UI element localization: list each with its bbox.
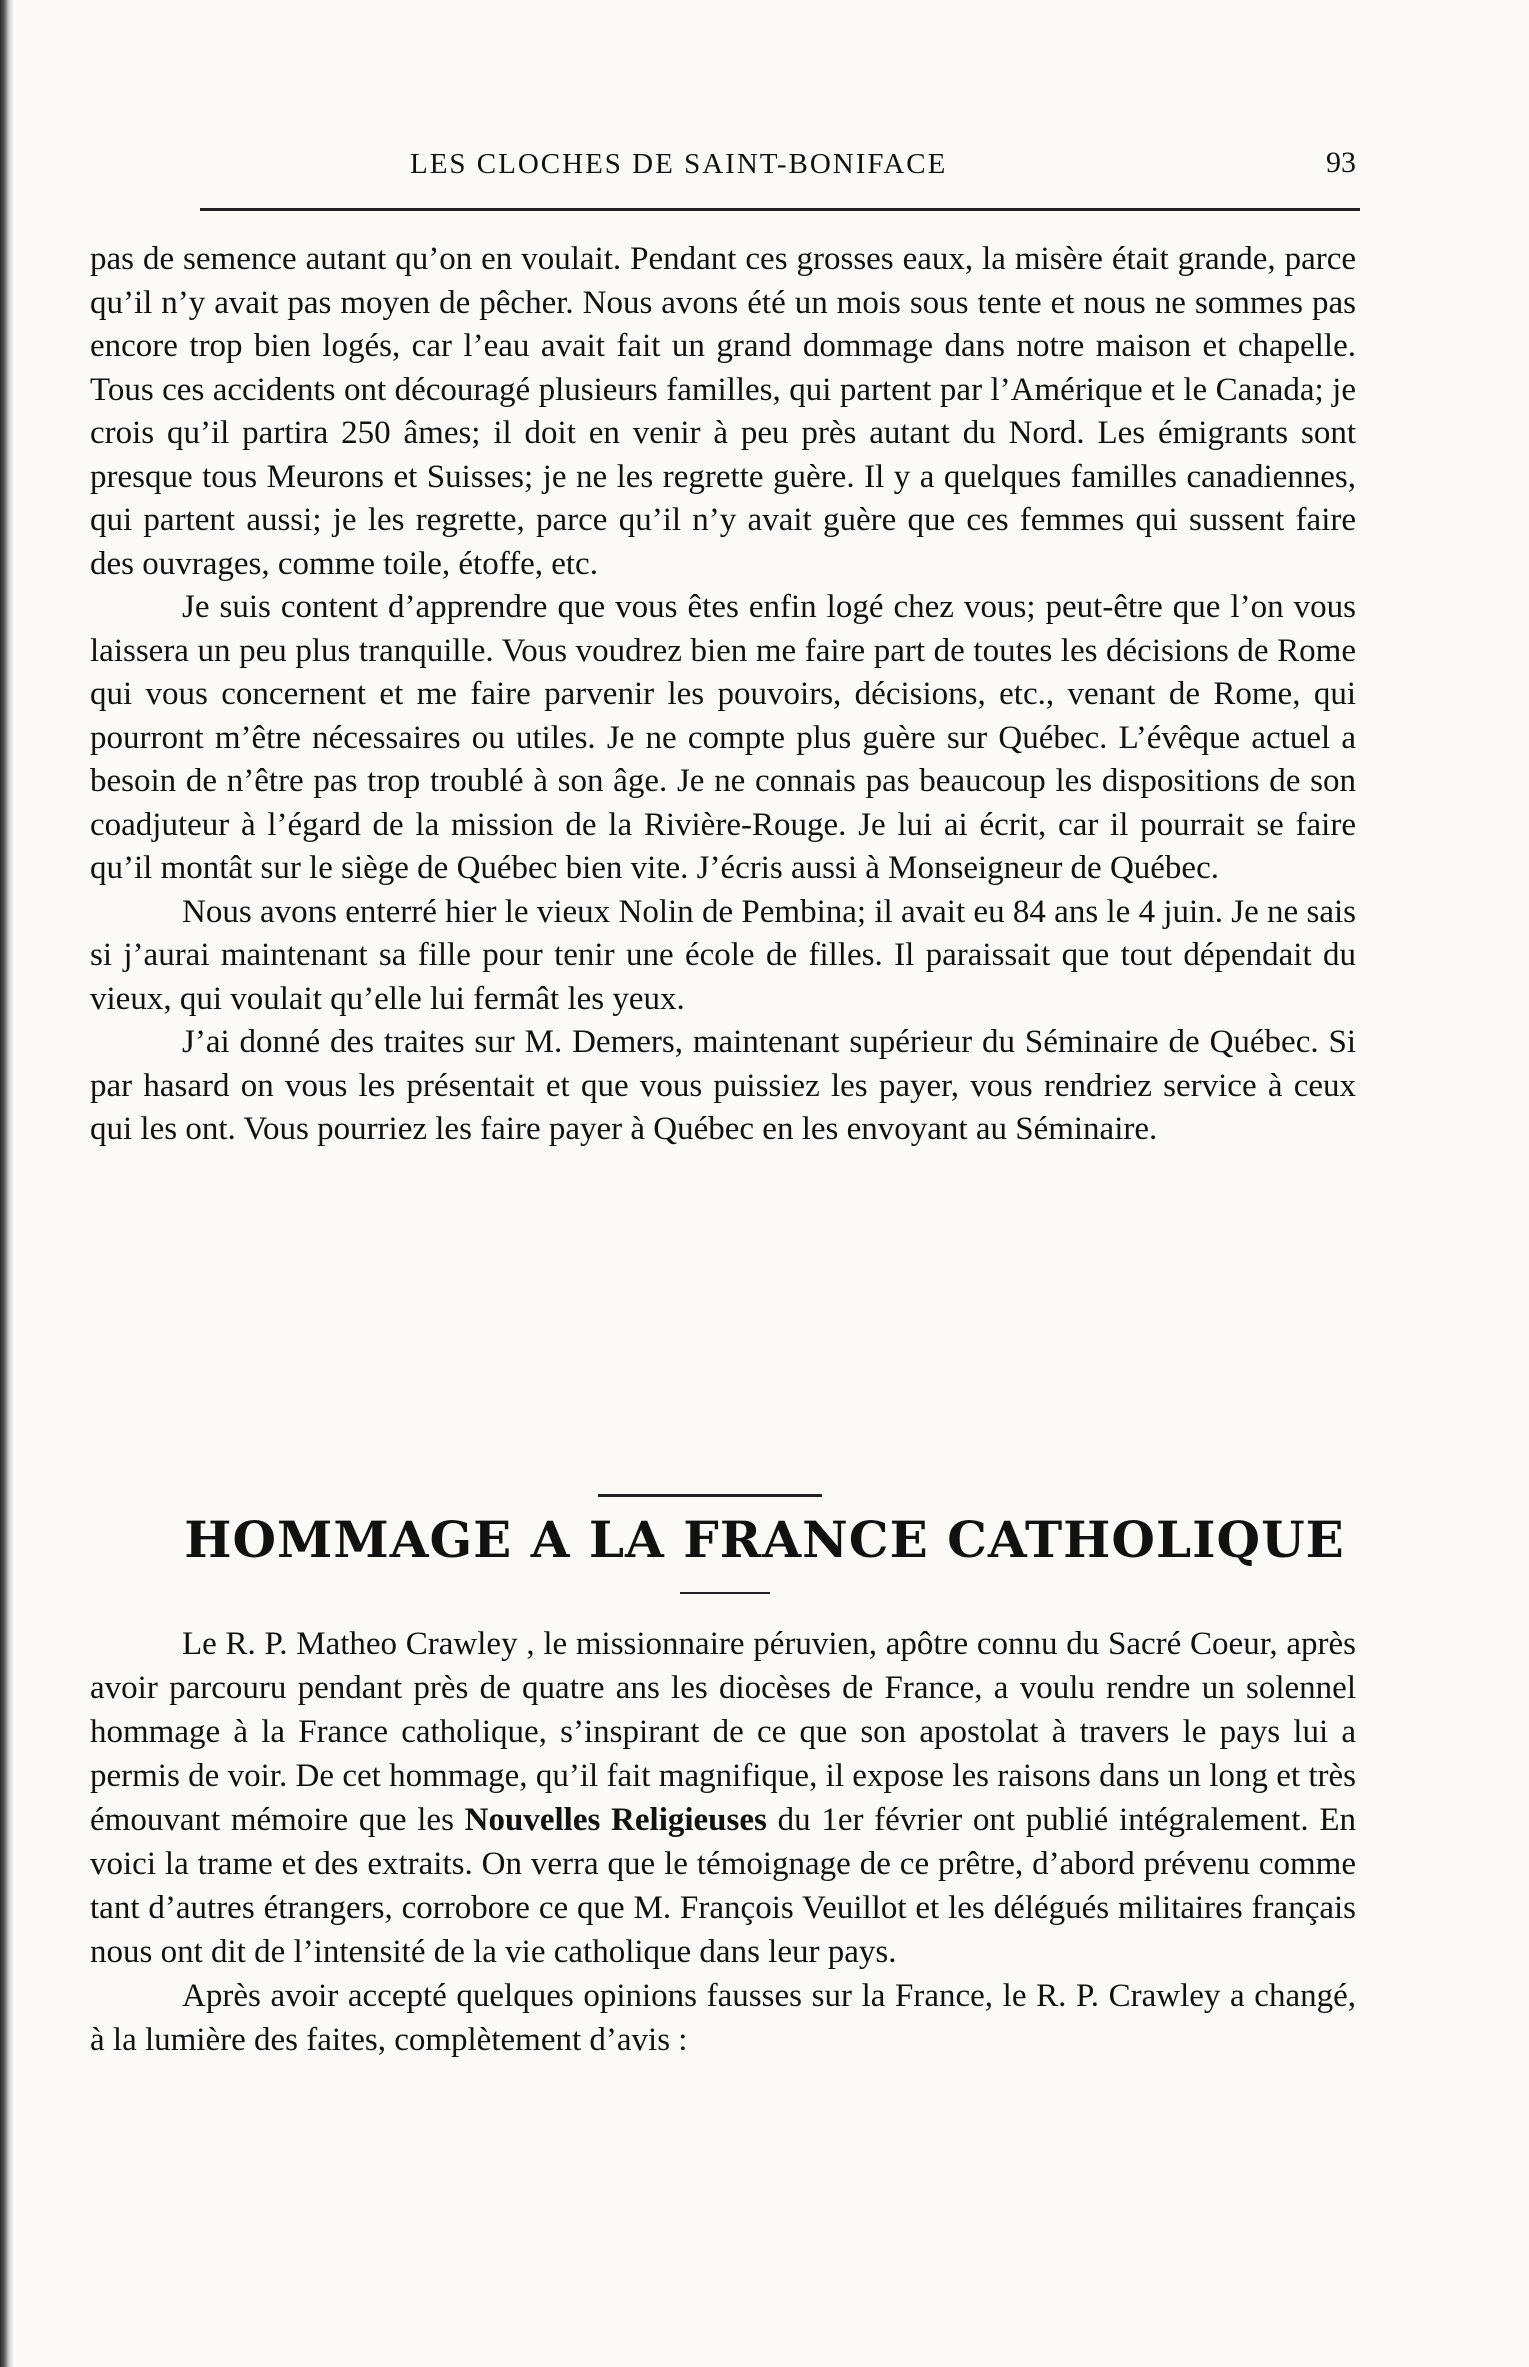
letter-paragraph: Je suis content d’apprendre que vous êtes enfin logé chez vous; peut-être que l’on vous laissera un peu plus tranquille. Vous voudrez bien me faire part de toutes les décisions de Rome qui vous concernent et me faire parvenir les pouvoirs, décisions, etc., venant de Rome, qui pourront m’être nécessaires ou utiles. Je ne compte plus guère sur Québec. L’évêque actuel a besoin de n’être pas trop troublé à son âge. Je ne connais pas beaucoup les dispositions de son coadjuteur à l’égard de la mission de la Rivière-Rouge. Je lui ai écrit, car il pourrait se faire qu’il montât sur le siège de Québec bien vite. J’écris aussi à Monseigneur de Québec.: [90, 589, 1356, 886]
article-paragraph: [90, 1622, 1356, 1974]
publication-name: Nouvelles Religieuses: [464, 1802, 767, 1838]
article-text: [90, 1622, 1356, 2062]
letter-paragraph: pas de semence autant qu’on en voulait. Pendant ces grosses eaux, la misère était grande, parce qu’il n’y avait pas moyen de pêcher. Nous avons été un mois sous tente et nous ne sommes pas encore trop bien logés, car l’eau avait fait un grand dommage dans notre maison et chapelle. Tous ces accidents ont découragé plusieurs familles, qui partent par l’Amérique et le Canada; je crois qu’il partira 250 âmes; il doit en venir à peu près autant du Nord. Les émigrants sont presque tous Meurons et Suisses; je ne les regrette guère. Il y a quelques familles canadiennes, qui partent aussi; je les regrette, parce qu’il n’y avait guère que ces femmes qui sussent faire des ouvrages, comme toile, étoffe, etc.: [90, 241, 1356, 582]
article-text-run: Le R. P. Matheo Crawley , le missionnaire péruvien, apôtre connu du Sacré Coeur, après avoir parcouru pendant près de quatre ans les diocèses de France, a voulu rendre un solennel hommage à la France catholique, s’inspirant de ce que son apostolat à travers le pays lui a permis de voir. De cet hommage, qu’il fait magnifique, il expose les raisons dans un long et très émouvant mémoire que les: [90, 1626, 1356, 1838]
article-title: HOMMAGE A LA FRANCE CATHOLIQUE: [184, 1510, 1345, 1569]
page-number: 93: [1326, 146, 1356, 179]
article-paragraph: Après avoir accepté quelques opinions fausses sur la France, le R. P. Crawley a changé, à la lumière des faites, complètement d’avis :: [90, 1978, 1356, 2058]
page-header: [200, 140, 1380, 200]
letter-paragraph: Nous avons enterré hier le vieux Nolin de Pembina; il avait eu 84 ans le 4 juin. Je ne sais si j’aurai maintenant sa fille pour tenir une école de filles. Il paraissait que tout dépendait du vieux, qui voulait qu’elle lui fermât les yeux.: [90, 893, 1356, 1017]
article-text-run: du 1er février ont publié intégralement. En voici la trame et des extraits. On verra que le témoignage de ce prêtre, d’abord prévenu comme tant d’autres étrangers, corrobore ce que M. François Veuillot et les délégués militaires français nous ont dit de l’intensité de la vie catholique dans leur pays.: [90, 1802, 1357, 1970]
letter-paragraph: J’ai donné des traites sur M. Demers, maintenant supérieur du Séminaire de Québec. Si par hasard on vous les présentait et que vous puissiez les payer, vous rendriez service à ceux qui les ont. Vous pourriez les faire payer à Québec en les envoyant au Séminaire.: [90, 1024, 1356, 1147]
letter-text: [90, 238, 1356, 1152]
running-title: LES CLOCHES DE SAINT-BONIFACE: [410, 148, 948, 180]
page-binding-edge: [0, 0, 14, 2367]
header-rule: [200, 208, 1360, 211]
title-rule-bottom: [680, 1592, 770, 1594]
title-rule-top: [598, 1494, 822, 1497]
